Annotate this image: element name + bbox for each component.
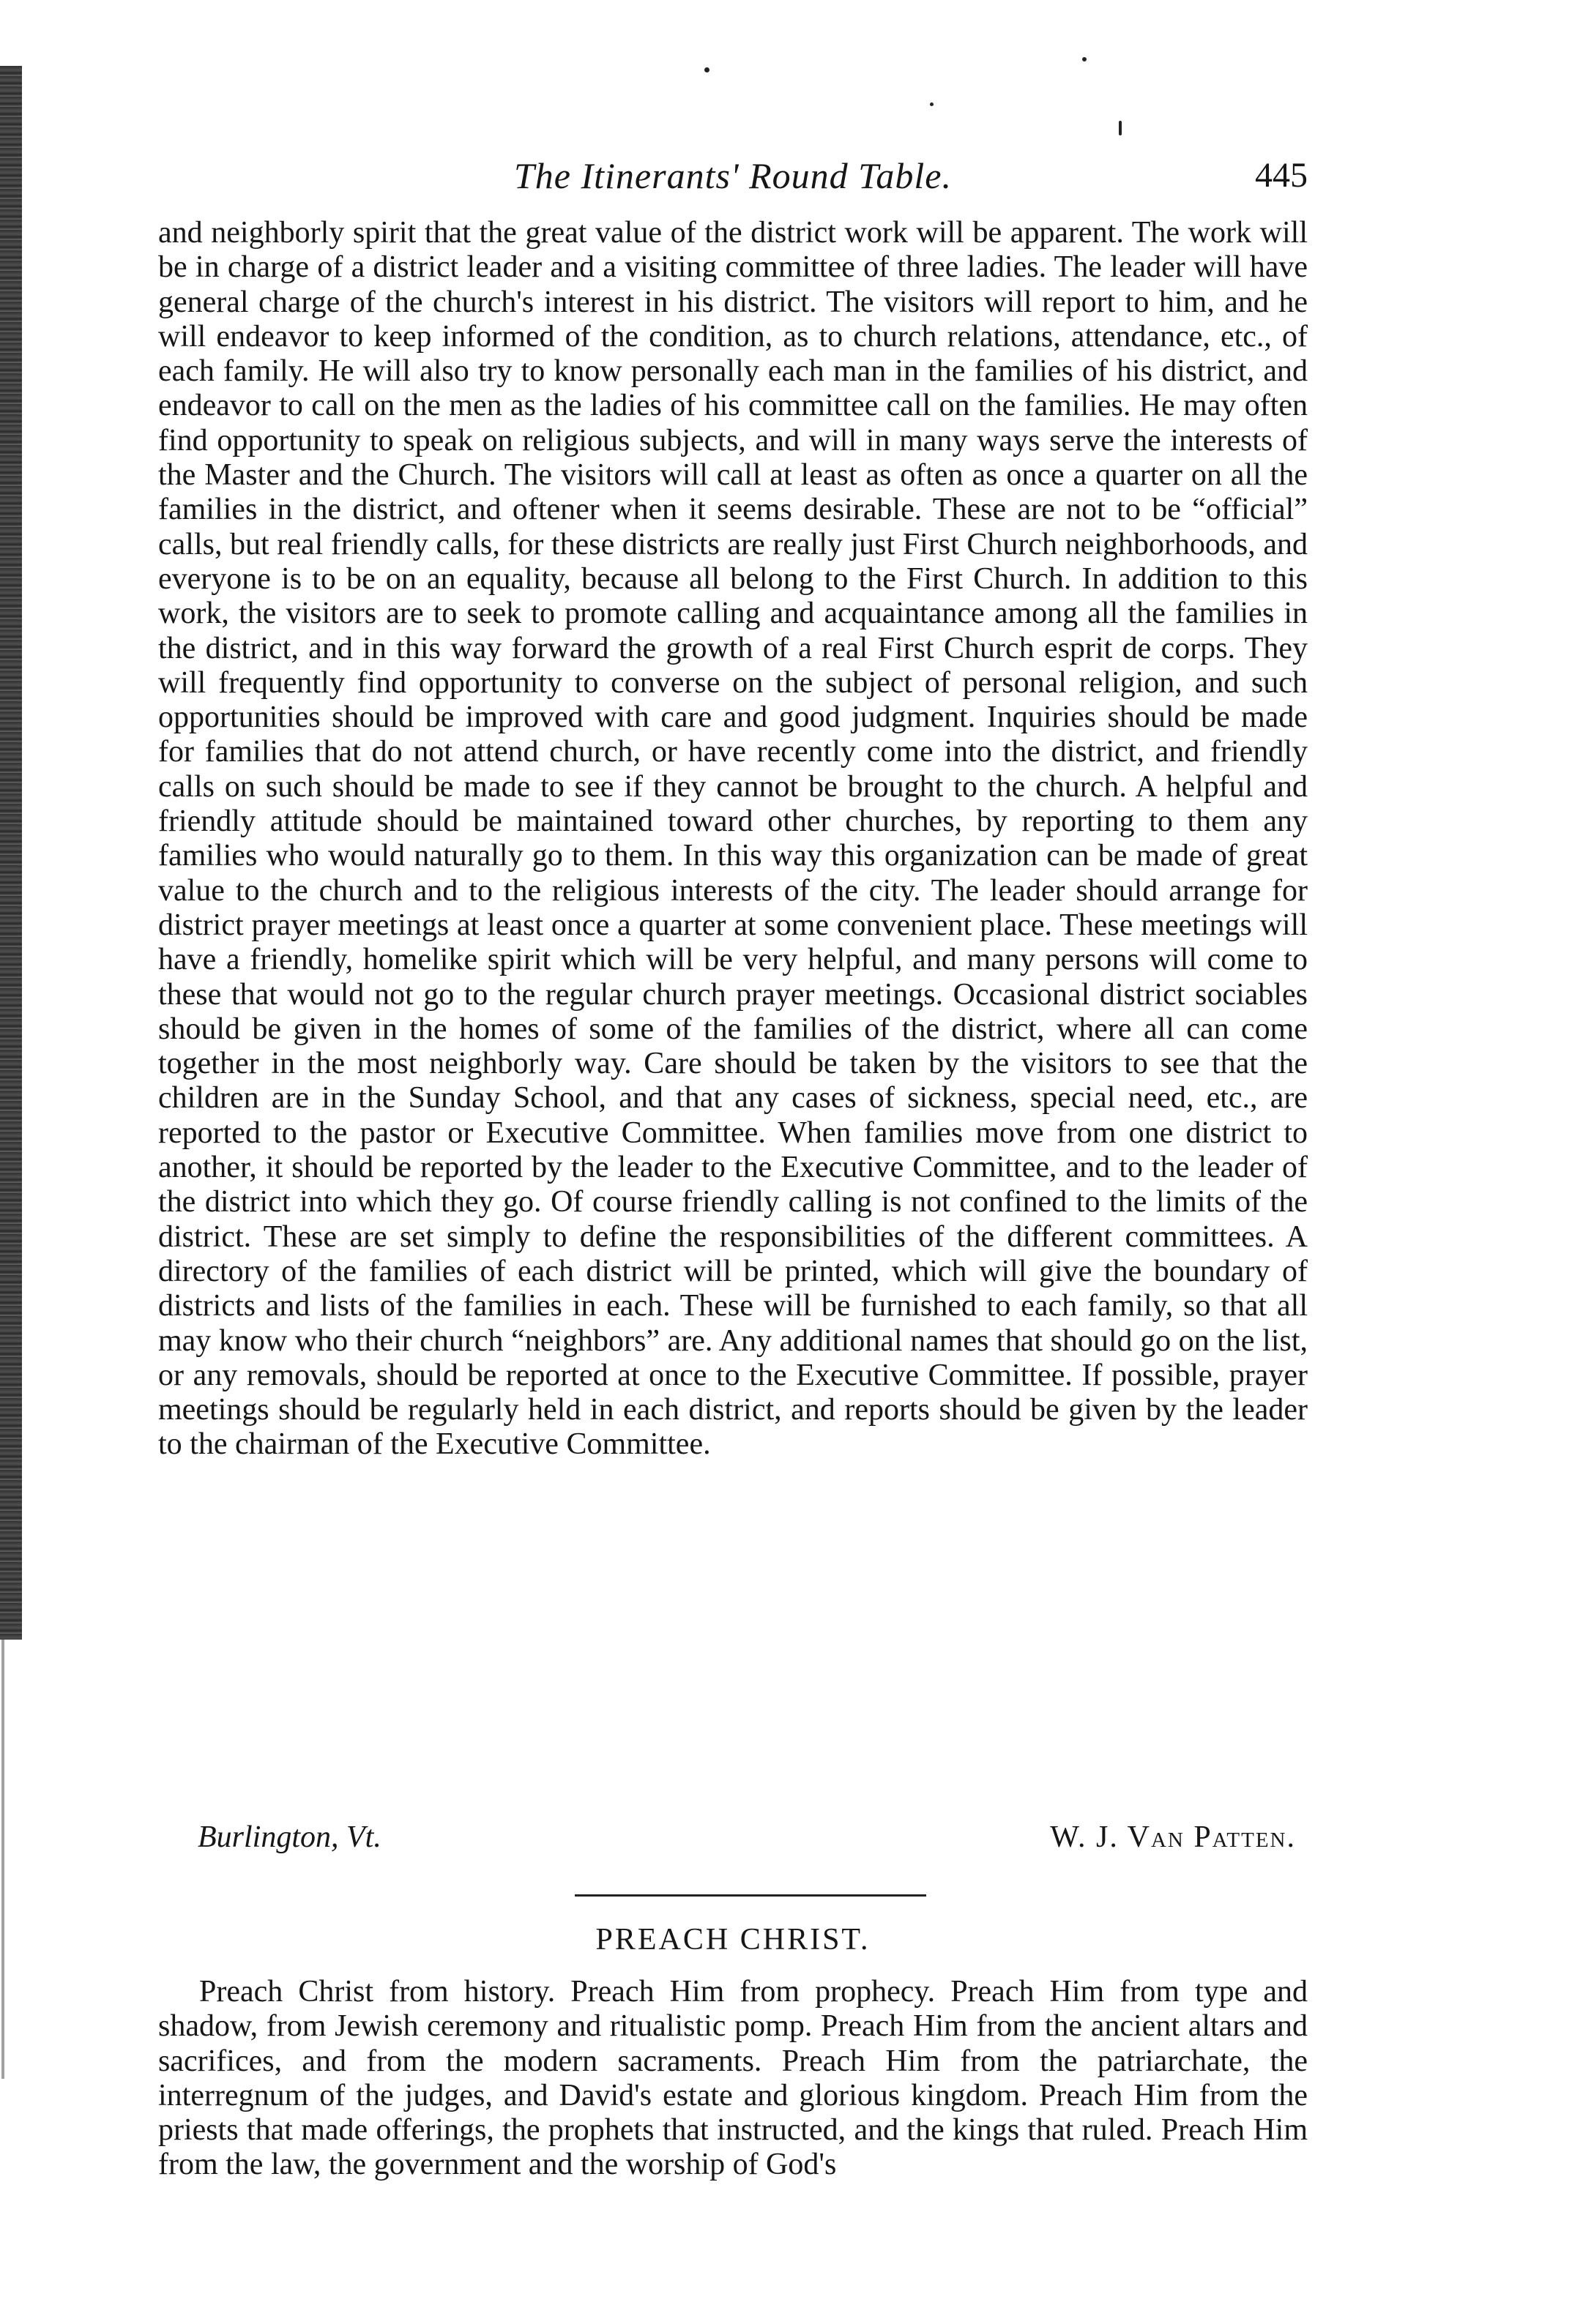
section-divider bbox=[575, 1894, 926, 1897]
article-signature bbox=[198, 1815, 1296, 1859]
scan-speck bbox=[1082, 57, 1087, 61]
scan-speck bbox=[930, 102, 934, 106]
section-title: PREACH CHRIST. bbox=[595, 1923, 871, 1957]
section-body: Preach Christ from history. Preach Him from prophecy. Preach Him from type and shadow, from Jewish ceremony and ritualistic pomp. Preach Him from the ancient altars and sacrifices, and from the modern sacraments. Preach Him from the patriarchate, the interregnum of the judges, and David's estate and glorious kingdom. Preach Him from the priests that made offerings, the prophets that instructed, and the kings that ruled. Preach Him from the law, the government and the worship of God's bbox=[158, 1975, 1308, 2182]
binding-edge-shadow bbox=[0, 66, 22, 1640]
scan-speck bbox=[704, 67, 709, 72]
scan-speck bbox=[1119, 121, 1122, 135]
signature-place: Burlington, Vt. bbox=[198, 1820, 381, 1854]
page-number: 445 bbox=[1255, 156, 1308, 195]
running-title: The Itinerants' Round Table. bbox=[514, 155, 952, 196]
article-body: and neighborly spirit that the great value of the district work will be apparent. The work will be in charge of a district leader and a visiting committee of three ladies. The leader will have general charge of the church's interest in his district. The visitors will report to him, and he will endeavor to keep informed of the condition, as to church relations, attendance, etc., of each family. He will also try to know personally each man in the families of his district, and endeavor to call on the men as the ladies of his committee call on the families. He may often find opportunity to speak on religious subjects, and will in many ways serve the interests of the Master and the Church. The visitors will call at least as often as once a quarter on all the families in the district, and oftener when it seems desirable. These are not to be “official” calls, but real friendly calls, for these districts are really just First Church neighborhoods, and everyone is to be on an equality, because all belong to the First Church. In addition to this work, the visitors are to seek to promote calling and acquaintance among all the families in the district, and in this way forward the growth of a real First Church esprit de corps. They will frequently find opportunity to converse on the subject of personal religion, and such opportunities should be improved with care and good judgment. Inquiries should be made for families that do not attend church, or have recently come into the district, and friendly calls on such should be made to see if they cannot be brought to the church. A helpful and friendly attitude should be maintained toward other churches, by reporting to them any families who would naturally go to them. In this way this organization can be made of great value to the church and to the religious interests of the city. The leader should arrange for district prayer meetings at least once a quarter at some convenient place. These meetings will have a friendly, homelike spirit which will be very helpful, and many persons will come to these that would not go to the regular church prayer meetings. Occasional district sociables should be given in the homes of some of the families of the district, where all can come together in the most neighborly way. Care should be taken by the visitors to see that the children are in the Sunday School, and that any cases of sickness, special need, etc., are reported to the pastor or Executive Committee. When families move from one district to another, it should be reported by the leader to the Executive Committee, and to the leader of the district into which they go. Of course friendly calling is not confined to the limits of the district. These are set simply to define the responsibilities of the different committees. A directory of the families of each district will be printed, which will give the boundary of districts and lists of the families in each. These will be furnished to each family, so that all may know who their church “neighbors” are. Any additional names that should go on the list, or any removals, should be reported at once to the Executive Committee. If possible, prayer meetings should be regularly held in each district, and reports should be given by the leader to the chairman of the Executive Committee. bbox=[158, 216, 1308, 1462]
binding-edge-line bbox=[1, 1640, 4, 2079]
page-header bbox=[158, 150, 1308, 201]
signature-author: W. J. Van Patten. bbox=[1050, 1820, 1296, 1854]
